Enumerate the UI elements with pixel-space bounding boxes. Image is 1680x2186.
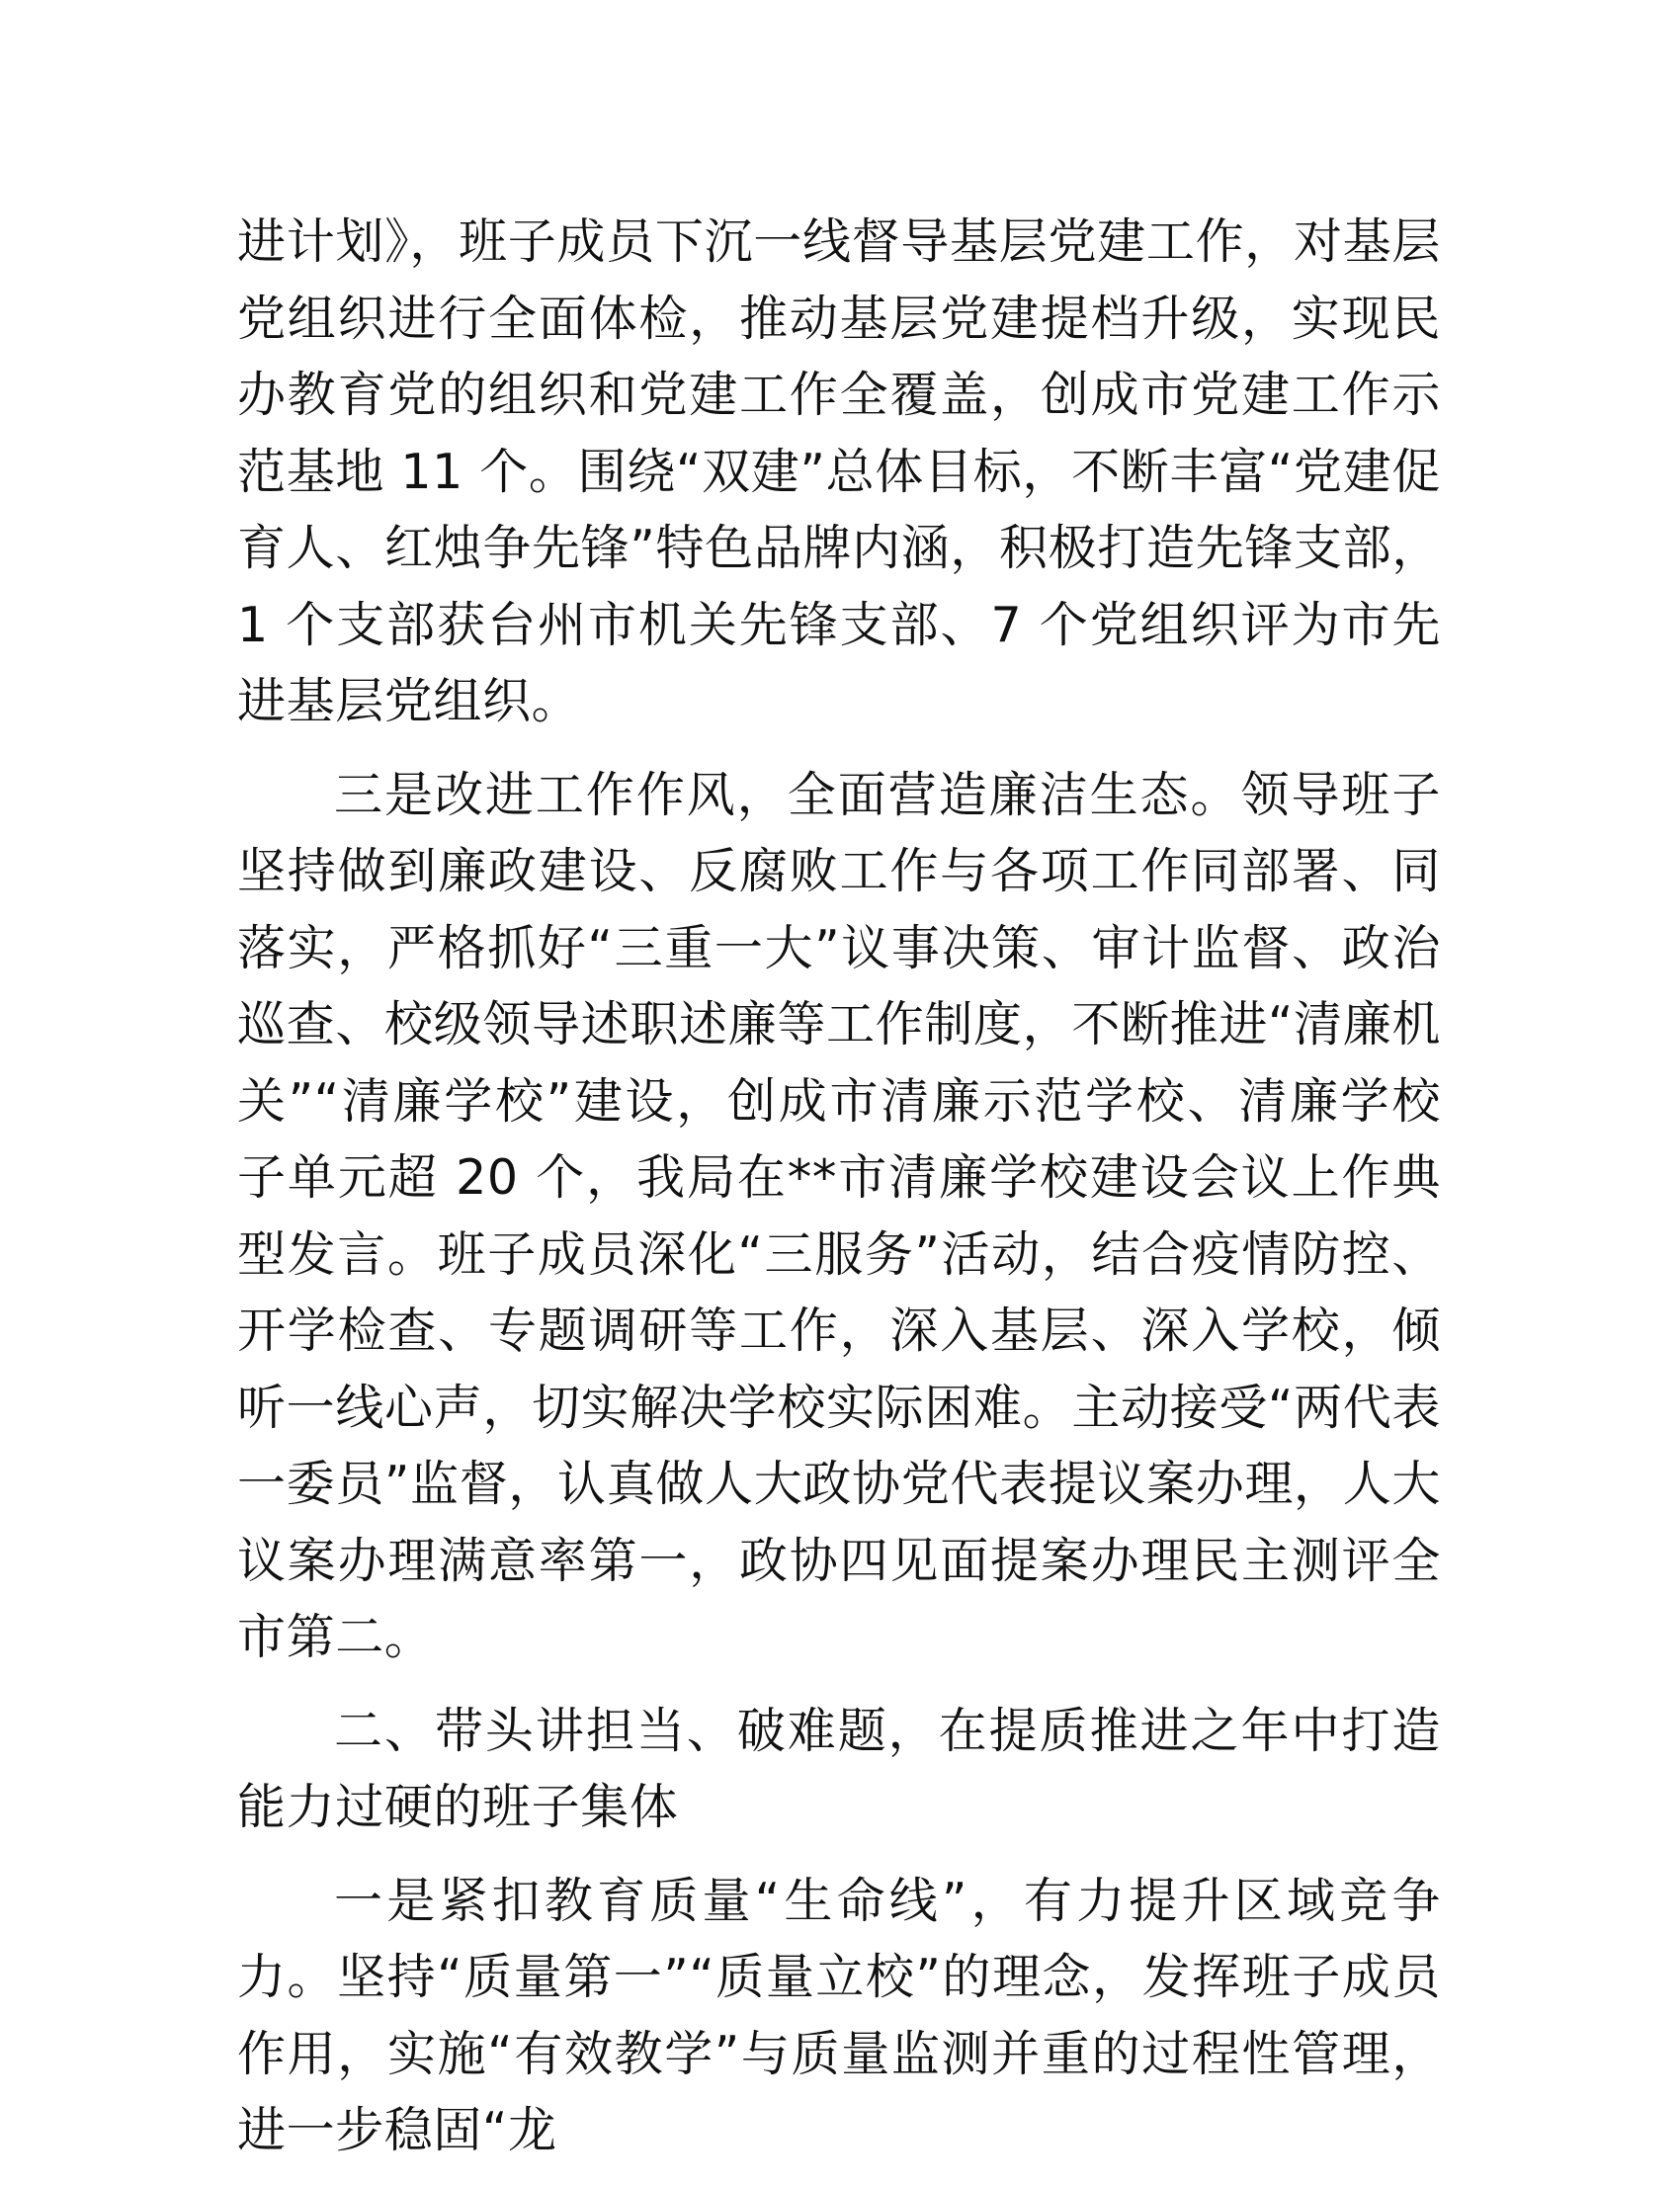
paragraph-continuation: 进计划》，班子成员下沉一线督导基层党建工作，对基层党组织进行全面体检，推动基层党建提档升级，实现民办教育党的组织和党建工作全覆盖，创成市党建工作示范基地 11 个。围绕“双建”总体目标，不断丰富“党建促育人、红烛争先锋”特色品牌内涵，积极打造先锋支部，1 个支部获台州市机关先锋支部、7 个党组织评为市先进基层党组织。 [237, 213, 1441, 729]
section-heading: 二、带头讲担当、破难题，在提质推进之年中打造能力过硬的班子集体 [237, 1702, 1441, 1835]
document-body [237, 204, 1441, 2186]
paragraph-education-quality: 一是紧扣教育质量“生命线”，有力提升区域竞争力。坚持“质量第一”“质量立校”的理念，发挥班子成员作用，实施“有效教学”与质量监测并重的过程性管理，进一步稳固“龙 [237, 1872, 1441, 2158]
paragraph-work-style: 三是改进工作作风，全面营造廉洁生态。领导班子坚持做到廉政建设、反腐败工作与各项工作同部署、同落实，严格抓好“三重一大”议事决策、审计监督、政治巡查、校级领导述职述廉等工作制度，不断推进“清廉机关”“清廉学校”建设，创成市清廉示范学校、清廉学校子单元超 20 个，我局在**市清廉学校建设会议上作典型发言。班子成员深化“三服务”活动，结合疫情防控、开学检查、专题调研等工作，深入基层、深入学校，倾听一线心声，切实解决学校实际困难。主动接受“两代表一委员”监督，认真做人大政协党代表提议案办理，人大议案办理满意率第一，政协四见面提案办理民主测评全市第二。 [237, 766, 1441, 1665]
